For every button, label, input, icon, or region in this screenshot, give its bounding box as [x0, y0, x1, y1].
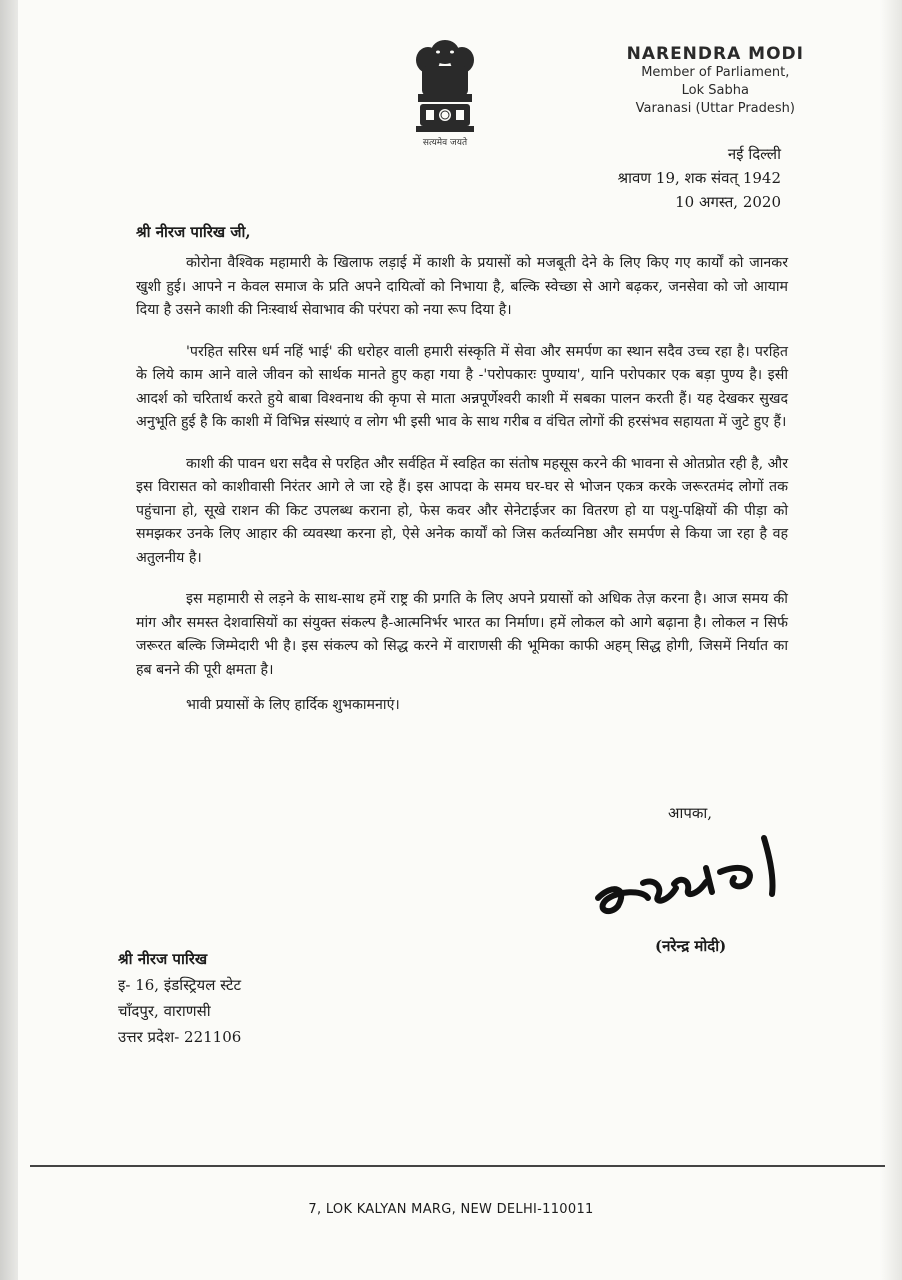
sender-name: NARENDRA MODI — [626, 44, 804, 64]
paragraph: काशी की पावन धरा सदैव से परहित और सर्वहित में स्वहित का संतोष महसूस करने की भावना से ओतप्रोत रही है, और इस विरासत को काशीवासी निरंतर आगे ले जा रहे हैं। इस आपदा के समय घर-घर से भोजन एकत्र करके जरूरतमंद लोगों तक पहुंचाना हो, सूखे राशन की किट उपलब्ध कराना हो, फेस कवर और सेनेटाईजर का वितरण हो या पशु-पक्षियों की पीड़ा को समझकर उनके लिए आहार की व्यवस्था करना हो, ऐसे अनेक कार्यों को जिस कर्तव्यनिष्ठा और समर्पण से किया जा रहा है वह अतुलनीय है। — [136, 455, 788, 566]
emblem-motto: सत्यमेव जयते — [422, 138, 468, 148]
address-line: चाँदपुर, वाराणसी — [118, 1002, 211, 1020]
letter-body — [136, 252, 788, 736]
address-line: इ- 16, इंडस्ट्रियल स्टेट — [118, 976, 242, 994]
signed-name: (नरेन्द्र मोदी) — [655, 937, 727, 955]
recipient-address — [118, 946, 241, 1050]
letterhead — [627, 44, 804, 118]
saka-date: श्रावण 19, शक संवत् 1942 — [617, 169, 781, 187]
page-edge — [0, 0, 18, 1280]
signature — [588, 828, 788, 923]
date-block — [617, 142, 781, 214]
salutation: श्री नीरज पारिख जी, — [136, 223, 251, 241]
sender-house: Lok Sabha — [681, 83, 749, 98]
gregorian-date: 10 अगस्त, 2020 — [675, 193, 781, 211]
paragraph: 'परहित सरिस धर्म नहिं भाई' की धरोहर वाली हमारी संस्कृति में सेवा और समर्पण का स्थान सदैव उच्च रहा है। परहित के लिये काम आने वाले जीवन को सार्थक मानते हुए कहा गया है -'परोपकारः पुण्याय', यानि परोपकार एक बड़ा पुण्य है। इसी आदर्श को चरितार्थ करते हुये बाबा विश्वनाथ की कृपा से माता अन्नपूर्णेश्वरी काशी में सबका पालन करती हैं। यह देखकर सुखद अनुभूति हुई है कि काशी में विभिन्न संस्थाएं व लोग भी इसी भाव के साथ गरीब व वंचित लोगों की हरसंभव सहायता में जुटे हुए हैं। — [136, 343, 788, 430]
sender-constituency: Varanasi (Uttar Pradesh) — [635, 101, 795, 116]
sender-title: Member of Parliament, — [641, 65, 790, 80]
address-line: उत्तर प्रदेश- 221106 — [118, 1028, 242, 1046]
closing-wish: भावी प्रयासों के लिए हार्दिक शुभकामनाएं। — [186, 697, 400, 713]
recipient-name: श्री नीरज पारिख — [118, 950, 208, 968]
place: नई दिल्ली — [727, 145, 781, 163]
footer-address: 7, LOK KALYAN MARG, NEW DELHI-110011 — [308, 1202, 594, 1217]
paragraph: इस महामारी से लड़ने के साथ-साथ हमें राष्ट्र की प्रगति के लिए अपने प्रयासों को अधिक तेज़ करना है। आज समय की मांग और समस्त देशवासियों का संयुक्त संकल्प है-आत्मनिर्भर भारत का निर्माण। हमें लोकल को आगे बढ़ाना है। लोकल न सिर्फ जरूरत बल्कि जिम्मेदारी भी है। इस संकल्प को सिद्ध करने में वाराणसी की भूमिका काफी अहम् सिद्ध होगी, जिसमें निर्यात का हब बनने की पूरी क्षमता है। — [136, 591, 788, 678]
national-emblem-icon — [400, 30, 490, 150]
paragraph: कोरोना वैश्विक महामारी के खिलाफ लड़ाई में काशी के प्रयासों को मजबूती देने के लिए किए गए कार्यों को जानकर खुशी हुई। आपने न केवल समाज के प्रति अपने दायित्वों को निभाया है, बल्कि स्वेच्छा से आगे बढ़कर, जनसेवा को जो आयाम दिया है उसने काशी की निःस्वार्थ सेवाभाव की परंपरा को नया रूप दिया है। — [136, 255, 788, 318]
closing: आपका, — [668, 804, 713, 822]
footer-divider — [30, 1165, 885, 1167]
